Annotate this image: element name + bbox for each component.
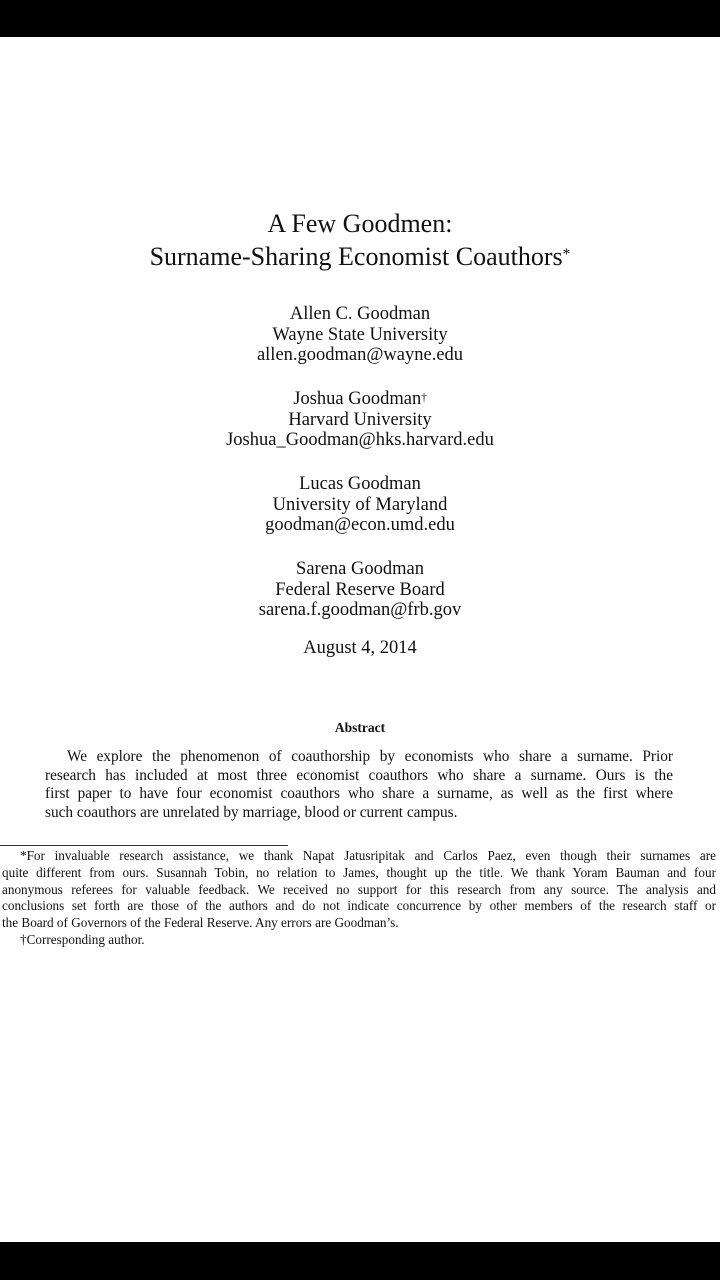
title-line-2 (0, 240, 720, 273)
abstract-line: first paper to have four economist coauthors who share a surname, as well as the first where (45, 785, 673, 802)
bottom-system-bar (0, 1242, 720, 1280)
author-affiliation (0, 325, 720, 346)
footnote-rule (0, 845, 288, 846)
author-email (0, 515, 720, 536)
abstract-line: such coauthors are unrelated by marriage, blood or current campus. (45, 803, 458, 821)
author-affiliation-text: Wayne State University (272, 324, 448, 345)
footnote-line: *For invaluable research assistance, we thank Napat Jatusripitak and Carlos Paez, even though their surnames are (20, 848, 716, 863)
author-email (0, 345, 720, 366)
footnote-line: anonymous referees for valuable feedback. We received no support for this research from any source. The analysis and (2, 881, 716, 897)
footnote-line: the Board of Governors of the Federal Reserve. Any errors are Goodman’s. (2, 915, 399, 931)
author-email-text: goodman@econ.umd.edu (265, 515, 455, 535)
author-affiliation-text: University of Maryland (272, 494, 448, 515)
abstract-line: research has included at most three economist coauthors who share a surname. Ours is the (45, 766, 673, 784)
abstract-heading: Abstract (334, 720, 386, 735)
author-affiliation-text: Harvard University (288, 409, 432, 430)
footnote-line: conclusions set forth are those of the authors and do not indicate concurrence by other members of the research staff or (2, 898, 716, 914)
author-affiliation (0, 410, 720, 431)
author-name (0, 304, 720, 325)
author-email-text: Joshua_Goodman@hks.harvard.edu (226, 430, 494, 450)
title-line-1: A Few Goodmen: (267, 209, 453, 238)
top-system-bar (0, 0, 720, 37)
author-name (0, 474, 720, 495)
title-footnote-mark: * (562, 246, 571, 264)
author-affiliation-text: Federal Reserve Board (275, 579, 445, 600)
title-text: Surname-Sharing Economist Coauthors (149, 242, 563, 271)
author-email-text: sarena.f.goodman@frb.gov (258, 600, 462, 620)
author-email (0, 430, 720, 451)
author-name (0, 559, 720, 580)
author-email (0, 600, 720, 621)
abstract-line: We explore the phenomenon of coauthorship by economists who share a surname. Prior (67, 748, 673, 765)
author-footnote-mark: † (421, 391, 427, 404)
author-name (0, 389, 720, 410)
author-affiliation (0, 495, 720, 516)
author-email-text: allen.goodman@wayne.edu (256, 345, 464, 365)
author-name-text: Lucas Goodman (299, 474, 421, 494)
paper-date: August 4, 2014 (303, 638, 417, 658)
footnote-line: quite different from ours. Susannah Tobin, no relation to James, thought up the title. We thank Yoram Bauman and four (2, 864, 716, 880)
footnote-corresponding: †Corresponding author. (20, 932, 145, 947)
author-name-text: Allen C. Goodman (289, 304, 431, 324)
author-affiliation (0, 580, 720, 601)
author-name-text: Joshua Goodman (293, 389, 422, 409)
author-name-text: Sarena Goodman (296, 559, 424, 579)
